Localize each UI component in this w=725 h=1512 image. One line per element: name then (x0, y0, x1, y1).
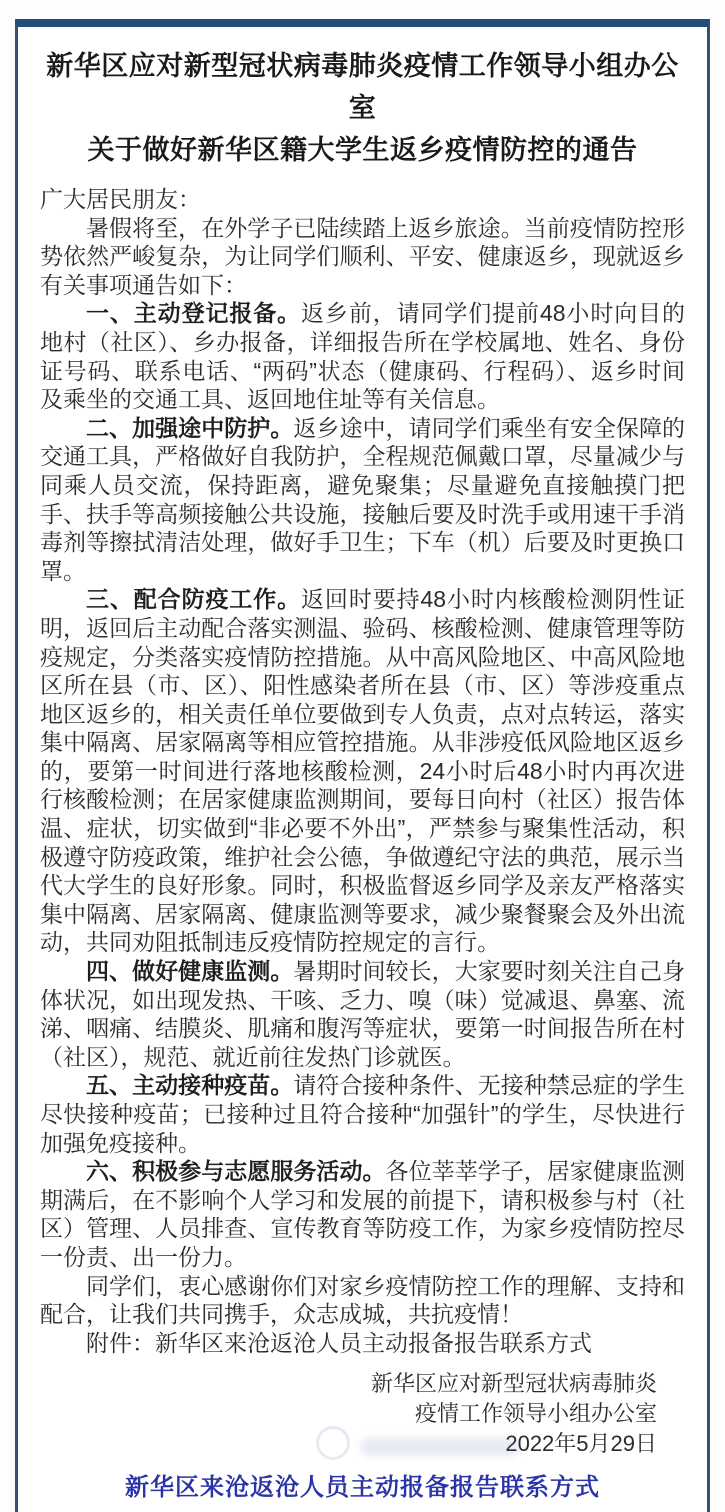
attachment-link[interactable]: 新华区来沧返沧人员主动报备报告联系方式 (125, 1474, 600, 1502)
section-4-heading: 四、做好健康监测。 (86, 958, 294, 985)
section-3 (40, 585, 685, 957)
section-1-heading: 一、主动登记报备。 (86, 300, 302, 327)
section-2-body: 返乡途中，请同学们乘坐有安全保障的交通工具，严格做好自我防护，全程规范佩戴口罩，尽量减少与同乘人员交流，保持距离，避免聚集；尽量避免直接触摸门把手、扶手等高频接触公共设施，接触后要及时洗手或用速干手消毒剂等擦拭清洁处理，做好手卫生；下车（机）后要及时更换口罩。 (40, 414, 686, 584)
section-3-heading: 三、配合防疫工作。 (86, 586, 302, 613)
section-4 (40, 957, 685, 1071)
document-title (40, 45, 685, 171)
signature-date: 2022年5月29日 (505, 1431, 657, 1457)
section-5-heading: 五、主动接种疫苗。 (86, 1072, 294, 1099)
title-line-1: 新华区应对新型冠状病毒肺炎疫情工作领导小组办公室 (46, 51, 679, 123)
signature-block (40, 1369, 685, 1459)
section-2-heading: 二、加强途中防护。 (86, 414, 294, 441)
section-5-body: 请符合接种条件、无接种禁忌症的学生尽快接种疫苗；已接种过且符合接种“加强针”的学生，尽快进行加强免疫接种。 (40, 1072, 686, 1156)
section-6-heading: 六、积极参与志愿服务活动。 (86, 1158, 386, 1185)
title-line-2: 关于做好新华区籍大学生返乡疫情防控的通告 (87, 135, 638, 165)
signature-org-line-1: 新华区应对新型冠状病毒肺炎 (370, 1371, 657, 1397)
signature-org-line-2: 疫情工作领导小组办公室 (414, 1401, 657, 1427)
section-6 (40, 1157, 685, 1271)
section-1-body: 返乡前，请同学们提前48小时向目的地村（社区）、乡办报备，详细报告所在学校属地、姓名、身份证号码、联系电话、“两码”状态（健康码、行程码）、返乡时间及乘坐的交通工具、返回地住址等有关信息。 (40, 300, 685, 413)
notice-document (15, 19, 710, 1512)
section-6-body: 各位莘莘学子，居家健康监测期满后，在不影响个人学习和发展的前提下，请积极参与村（社区）管理、人员排查、宣传教育等防疫工作，为家乡疫情防控尽一份责、出一份力。 (40, 1158, 686, 1270)
section-4-body: 暑期时间较长，大家要时刻关注自己身体状况，如出现发热、干咳、乏力、嗅（味）觉减退、鼻塞、流涕、咽痛、结膜炎、肌痛和腹泻等症状，要第一时间报告所在村（社区），规范、就近前往发热门诊就医。 (40, 958, 686, 1070)
attachment-line: 附件：新华区来沧返沧人员主动报备报告联系方式 (86, 1329, 592, 1356)
section-5 (40, 1071, 685, 1157)
document-body (40, 185, 685, 1357)
section-2 (40, 414, 685, 586)
section-3-body: 返回时要持48小时内核酸检测阴性证明，返回后主动配合落实测温、验码、核酸检测、健康管理等防疫规定，分类落实疫情防控措施。从中高风险地区、中高风险地区所在县（市、区）、阳性感染者所在县（市、区）等涉疫重点地区返乡的，相关责任单位要做到专人负责，点对点转运，落实集中隔离、居家隔离等相应管控措施。从非涉疫低风险地区返乡的，要第一时间进行落地核酸检测，24小时后48小时内再次进行核酸检测；在居家健康监测期间，要每日向村（社区）报告体温、症状，切实做到“非必要不外出”，严禁参与聚集性活动，积极遵守防疫政策，维护社会公德，争做遵纪守法的典范，展示当代大学生的良好形象。同时，积极监督返乡同学及亲友严格落实集中隔离、居家隔离、健康监测等要求，减少聚餐聚会及外出流动，共同劝阻抵制违反疫情防控规定的言行。 (40, 586, 685, 956)
intro-paragraph: 暑假将至，在外学子已陆续踏上返乡旅途。当前疫情防控形势依然严峻复杂，为让同学们顺利、平安、健康返乡，现就返乡有关事项通告如下： (40, 214, 685, 298)
salutation: 广大居民朋友： (40, 186, 201, 212)
section-1 (40, 299, 685, 413)
closing-paragraph: 同学们，衷心感谢你们对家乡疫情防控工作的理解、支持和配合，让我们共同携手，众志成城，共抗疫情！ (40, 1272, 685, 1328)
